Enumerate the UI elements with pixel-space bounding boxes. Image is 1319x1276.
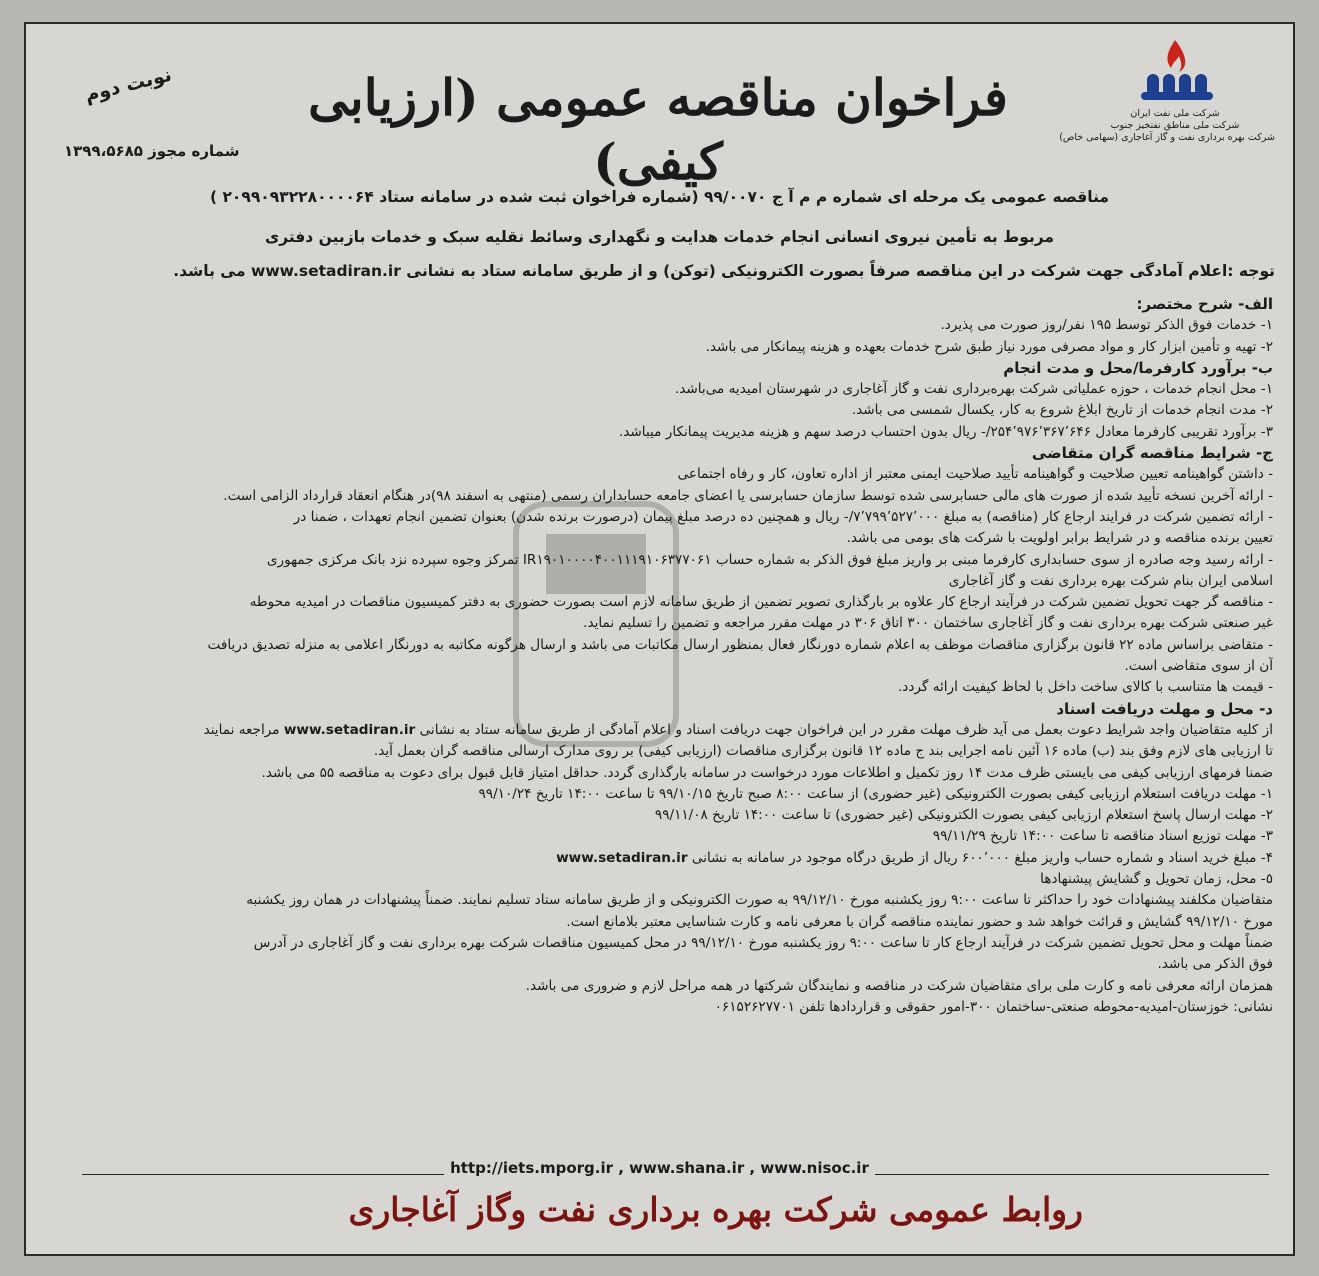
attention-tail: می باشد. bbox=[173, 262, 246, 280]
section-c-line: تعیین برنده مناقصه و در شرایط برابر اولویت با شرکت های بومی می باشد. bbox=[846, 530, 1273, 547]
section-c-line: آن از سوی متقاضی است. bbox=[1124, 658, 1273, 675]
section-d-line: ٥- محل، زمان تحویل و گشایش پیشنهادها bbox=[1040, 871, 1273, 888]
section-c-line: غیر صنعتی شرکت بهره برداری نفت و گاز آغاجاری ساختمان ۳۰۰ اتاق ۳۰۶ در مهلت مقرر مراجعه و تضمین را تسلیم نماید. bbox=[583, 615, 1273, 632]
section-d-line: همزمان ارائه معرفی نامه و کارت ملی برای متقاضیان شرکت در مناقصه و نمایندگان شرکتها در همه مراحل لازم و ضروری می باشد. bbox=[525, 977, 1273, 994]
nioc-flame-icon bbox=[1127, 38, 1223, 108]
section-c-line: اسلامی ایران بنام شرکت بهره برداری نفت و گاز آغاجاری bbox=[948, 572, 1273, 589]
logo-line-1: شرکت ملی نفت ایران bbox=[1130, 108, 1220, 119]
section-c-line: - مناقصه گر جهت تحویل تضمین شرکت در فرآیند ارجاع کار علاوه بر بارگذاری تصویر تضمین از طریق سامانه لازم است بصورت حضوری به دفتر کمیسیون مناقصات در امیدیه محوطه bbox=[249, 594, 1273, 611]
tender-number-line: مناقصه عمومی یک مرحله ای شماره م م آ ج ۹۹/۰۰۷۰ (شماره فراخوان ثبت شده در سامانه ستاد ۲۰۹۹۰۹۳۲۲۸۰۰۰۰۶۴ ) bbox=[209, 188, 1110, 206]
setadiran-link[interactable]: www.setadiran.ir bbox=[283, 721, 416, 738]
public-relations-signature: روابط عمومی شرکت بهره برداری نفت وگاز آغاجاری bbox=[348, 1190, 1083, 1229]
section-d-line: ضمنا فرمهای ارزیابی کیفی می بایستی ظرف مدت ۱۴ روز تکمیل و اطلاعات مورد درخواست در سامانه بارگذاری گردد. حداقل امتیاز قابل قبول برای دعوت به مناقصه ۵۵ می باشد. bbox=[261, 764, 1273, 781]
section-c-line: - داشتن گواهینامه تعیین صلاحیت و گواهینامه تأیید صلاحیت ایمنی معتبر از اداره تعاون، کار و رفاه اجتماعی bbox=[677, 466, 1273, 483]
section-c-heading: ج- شرایط مناقصه گران متقاضی bbox=[1031, 444, 1273, 463]
tender-subject-line: مربوط به تأمین نیروی انسانی انجام خدمات هدایت و نگهداری وسائط نقلیه سبک و خدمات بازبین دفتری bbox=[264, 228, 1055, 246]
section-d-item4-text: ۴- مبلغ خرید اسناد و شماره حساب واریز مبلغ ۶۰۰٬۰۰۰ ریال از طریق درگاه موجود در سامانه به نشانی bbox=[691, 849, 1273, 866]
section-d-line: تا ارزیابی های لازم وفق بند (ب) ماده ۱۶ آئین نامه اجرایی بند ج ماده ۱۲ قانون برگزاری مناقصات (ارزیابی کیفی) بر روی مدارک ارسالی مناقصه گران بعمل آید. bbox=[373, 743, 1273, 760]
footer-websites bbox=[26, 1158, 1293, 1177]
section-d-tail: مراجعه نمایند bbox=[203, 721, 280, 738]
section-c-line: - ارائه آخرین نسخه تأیید شده از صورت های مالی حسابرسی شده توسط سازمان حسابرسی یا اعضای جامعه حسابداران رسمی (منتهی به اسفند ۹۸)در هنگام انعقاد قرارداد الزامی است. bbox=[223, 487, 1273, 504]
logo-line-2: شرکت ملی مناطق نفتخیز جنوب bbox=[1110, 120, 1240, 131]
tender-notice bbox=[24, 22, 1295, 1256]
section-d-line: ۳- مهلت توزیع اسناد مناقصه تا ساعت ۱۴:۰۰ تاریخ ۹۹/۱۱/۲۹ bbox=[932, 828, 1273, 845]
company-logo bbox=[1059, 38, 1275, 144]
permit-number: شماره مجوز ۱۳۹۹،۵۶۸۵ bbox=[64, 142, 240, 160]
websites-text[interactable]: http://iets.mporg.ir , www.shana.ir , www.nisoc.ir bbox=[444, 1159, 875, 1177]
section-b-item: ۳- برآورد تقریبی کارفرما معادل ۲۵۴٬۹۷۶٬۳۶۷٬۶۴۶/- ریال بدون احتساب درصد سهم و هزینه مدیریت پیمانکار میباشد. bbox=[618, 423, 1273, 440]
section-b-item: ۱- محل انجام خدمات ، حوزه عملیاتی شرکت بهره‌برداری نفت و گاز آغاجاری در شهرستان امیدیه می‌باشد. bbox=[674, 381, 1273, 398]
section-a-heading: الف- شرح مختصر: bbox=[1136, 295, 1273, 313]
section-a-item: ۲- تهیه و تأمین ابزار کار و مواد مصرفی مورد نیاز طبق شرح خدمات بعهده و هزینه پیمانکار می باشد. bbox=[705, 338, 1273, 355]
section-a-item: ۱- خدمات فوق الذکر توسط ۱۹۵ نفر/روز صورت می پذیرد. bbox=[940, 317, 1273, 334]
section-c-line: - ارائه تضمین شرکت در فرایند ارجاع کار (مناقصه) به مبلغ ۷٬۷۹۹٬۵۲۷٬۰۰۰/- ریال و همچنین ده درصد مبلغ پیمان (درصورت برنده شدن) بعنوان تضمین انجام تعهدات ، ضمنا در bbox=[293, 508, 1273, 525]
logo-line-3: شرکت بهره برداری نفت و گاز آغاجاری (سهامی خاص) bbox=[1059, 132, 1275, 143]
attention-text: توجه :اعلام آمادگی جهت شرکت در این مناقصه صرفاً بصورت الکترونیکی (توکن) و از طریق سامانه ستاد به نشانی bbox=[406, 262, 1275, 280]
section-d-line: ۱- مهلت دریافت استعلام ارزیابی کیفی بصورت الکترونیکی (غیر حضوری) از ساعت ۸:۰۰ صبح تاریخ ۹۹/۱۰/۱۵ تا ساعت ۱۴:۰۰ تاریخ ۹۹/۱۰/۲۴ bbox=[478, 785, 1273, 802]
section-d-line: متقاضیان مکلفند پیشنهادات خود را حداکثر تا ساعت ۹:۰۰ روز یکشنبه مورخ ۹۹/۱۲/۱۰ به صورت الکترونیکی و از طریق سامانه ستاد تسلیم نمایند. ضمناً پیشنهادات در همان روز یکشنبه bbox=[246, 892, 1273, 909]
round-label: نوبت دوم bbox=[82, 63, 174, 107]
section-d-heading: د- محل و مهلت دریافت اسناد bbox=[1056, 699, 1273, 718]
section-c-line: - قیمت ها متناسب با کالای ساخت داخل با لحاظ کیفیت ارائه گردد. bbox=[897, 679, 1273, 696]
section-d-line bbox=[46, 848, 1273, 869]
attention-line bbox=[173, 262, 1275, 280]
address-line: نشانی: خوزستان-امیدیه-محوطه صنعتی-ساختمان ۳۰۰-امور حقوقی و قراردادها تلفن ۰۶۱۵۲۶۲۷۷۰۱ bbox=[714, 998, 1273, 1015]
notice-body bbox=[46, 294, 1273, 1018]
setadiran-link[interactable]: www.setadiran.ir bbox=[251, 262, 401, 280]
section-c-line: - متقاضی براساس ماده ۲۲ قانون برگزاری مناقصات موظف به اعلام شماره دورنگار فعال بمنظور ارسال مکاتبات می باشد و ارسال هرگونه مکاتبه به دورنگار اعلامی به منزله تصدیق دریافت bbox=[207, 636, 1273, 653]
section-c-line: - ارائه رسید وجه صادره از سوی حسابداری کارفرما مبنی بر واریز مبلغ فوق الذکر به شماره حساب IR۱۹۰۱۰۰۰۰۴۰۰۱۱۱۹۱۰۶۳۷۷۰۶۱ تمرکز وجوه سپرده نزد بانک مرکزی جمهوری bbox=[266, 551, 1273, 568]
section-d-line: ضمناً مهلت و محل تحویل تضمین شرکت در فرآیند ارجاع کار تا ساعت ۹:۰۰ روز یکشنبه مورخ ۹۹/۱۲/۱۰ در محل کمیسیون مناقصات شرکت بهره برداری نفت و گاز آغاجاری در آدرس bbox=[253, 934, 1273, 951]
section-d-text: از کلیه متقاضیان واجد شرایط دعوت بعمل می آید ظرف مهلت مقرر در این فراخوان جهت دریافت اسناد و اعلام آمادگی از طریق سامانه ستاد به نشانی bbox=[419, 721, 1273, 738]
section-b-item: ۲- مدت انجام خدمات از تاریخ ابلاغ شروع به کار، یکسال شمسی می باشد. bbox=[851, 402, 1273, 419]
section-b-heading: ب- برآورد کارفرما/محل و مدت انجام bbox=[1003, 358, 1273, 377]
section-d-line: فوق الذکر می باشد. bbox=[1157, 956, 1273, 973]
section-d-line: ۲- مهلت ارسال پاسخ استعلام ارزیابی کیفی بصورت الکترونیکی (غیر حضوری) تا ساعت ۱۴:۰۰ تاریخ ۹۹/۱۱/۰۸ bbox=[654, 807, 1273, 824]
section-d-line bbox=[46, 720, 1273, 741]
section-d-line: مورخ ۹۹/۱۲/۱۰ گشایش و قرائت خواهد شد و حضور نماینده مناقصه گران با معرفی نامه و کارت شناسایی معتبر بلامانع است. bbox=[566, 913, 1273, 930]
setadiran-link[interactable]: www.setadiran.ir bbox=[556, 849, 688, 866]
page-title: فراخوان مناقصه عمومی (ارزیابی کیفی) bbox=[308, 68, 1008, 191]
